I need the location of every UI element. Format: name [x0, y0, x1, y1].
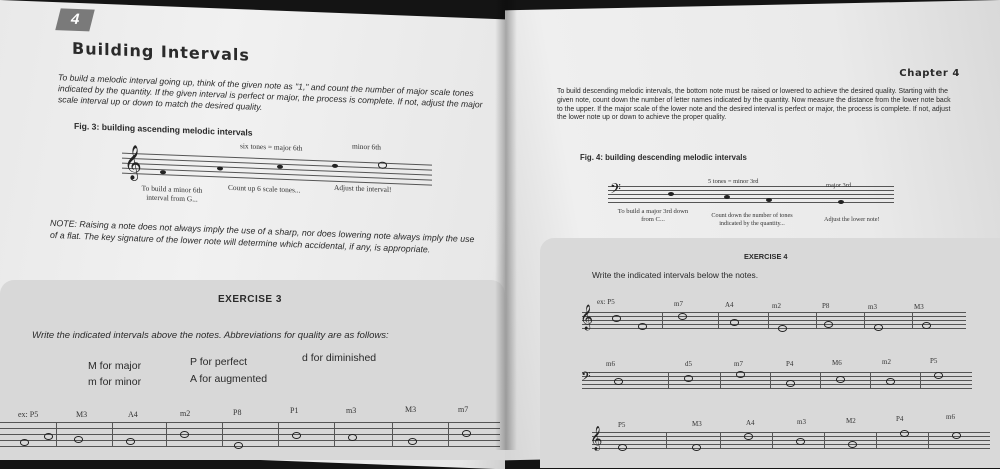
- note-head: [332, 164, 338, 168]
- bar-line: [222, 422, 223, 446]
- note-head: [292, 432, 301, 439]
- fig3-annotation-top: minor 6th: [352, 141, 381, 152]
- fig4-annotation-top: major 3rd: [826, 182, 852, 189]
- exercise-3-staff: [0, 422, 500, 452]
- interval-label: M3: [914, 303, 924, 311]
- chapter-tab: 4: [55, 8, 94, 31]
- bar-line: [392, 422, 393, 446]
- note-head: [234, 442, 243, 449]
- note-head: [614, 378, 623, 385]
- interval-label: M3: [692, 420, 702, 428]
- interval-label: m3: [346, 406, 357, 415]
- bar-line: [334, 422, 335, 446]
- bar-line: [718, 312, 719, 328]
- interval-label: A4: [128, 410, 138, 419]
- exercise-4-staff-row3: [590, 426, 990, 450]
- bar-line: [166, 422, 167, 446]
- interval-label: P1: [290, 406, 299, 415]
- note-head: [277, 165, 283, 169]
- fig3-annotation-top: six tones = major 6th: [240, 141, 303, 153]
- figure-3-label: Fig. 3: building ascending melodic intervals: [74, 120, 253, 138]
- bar-line: [920, 372, 921, 388]
- note-head: [778, 325, 787, 332]
- interval-label: m6: [606, 360, 615, 368]
- note-head: [126, 438, 135, 445]
- note-head: [217, 166, 223, 170]
- note-head: [796, 438, 805, 445]
- treble-clef-icon: 𝄞: [124, 144, 142, 181]
- intro-paragraph: To build a melodic interval going up, think of the given note as "1," and count the number of major scale tones indicated by the quantity. If the given interval is perfect or major, the process is complete. If not, adjust the major scale interval up or down to match the desired quality.: [58, 72, 483, 113]
- note-head: [744, 433, 753, 440]
- note-head: [348, 434, 357, 441]
- interval-label: m7: [734, 360, 743, 368]
- bar-line: [912, 312, 913, 328]
- note-head: [900, 430, 909, 437]
- note-paragraph: NOTE: Raising a note does not always imply the use of a sharp, nor does lowering note always imply the use of a flat. The key signature of the lower note will determine which accidental, if any, is appropriate.: [50, 217, 475, 255]
- figure-4-label: Fig. 4: building descending melodic intervals: [580, 153, 747, 162]
- bass-clef-icon: 𝄢: [610, 181, 621, 201]
- bar-line: [666, 432, 667, 448]
- exercise-3-title: EXERCISE 3: [218, 294, 282, 305]
- fig3-annotation-bottom: Count up 6 scale tones...: [228, 182, 301, 195]
- interval-label: d5: [685, 360, 692, 368]
- interval-label: m2: [772, 302, 781, 310]
- note-head: [668, 192, 674, 196]
- note-head: [836, 376, 845, 383]
- bar-line: [876, 432, 877, 448]
- fig3-annotation-bottom: To build a minor 6th interval from G...: [141, 183, 203, 204]
- bar-line: [278, 422, 279, 446]
- fig4-annotation-bottom: Adjust the lower note!: [824, 216, 880, 223]
- interval-label: P5: [618, 421, 626, 429]
- quality-diminished: d for diminished: [302, 352, 377, 364]
- interval-label: A4: [725, 301, 734, 309]
- note-head: [736, 371, 745, 378]
- bar-line: [112, 422, 113, 446]
- fig4-annotation-bottom: To build a major 3rd down from C...: [617, 208, 689, 223]
- note-head: [786, 380, 795, 387]
- note-head: [678, 313, 687, 320]
- note-head: [886, 378, 895, 385]
- interval-label: P4: [896, 415, 904, 423]
- bar-line: [56, 422, 57, 446]
- exercise-4-title: EXERCISE 4: [744, 252, 788, 261]
- bass-clef-icon: 𝄢: [581, 369, 591, 387]
- note-head: [934, 372, 943, 379]
- quality-minor: m for minor: [88, 376, 142, 388]
- interval-label: M3: [405, 405, 417, 414]
- interval-label: ex: P5: [18, 410, 39, 419]
- interval-label: m6: [946, 413, 955, 421]
- note-head: [730, 319, 739, 326]
- interval-label: M3: [76, 410, 88, 419]
- right-intro-paragraph: To build descending melodic intervals, the bottom note must be raised or lowered to achieve the desired quality. Starting with the given note, count down the number of letter names indicated by the quantity. Now measure the distance from the lower note back to the upper. If the major scale of the lower note and the desired interval is perfect or major, the process is complete. If not, adjust the lower note up or down to achieve the proper quality.: [557, 88, 951, 122]
- bar-line: [448, 422, 449, 446]
- interval-label: m7: [458, 405, 469, 414]
- note-head: [612, 315, 621, 322]
- interval-label: m2: [882, 358, 891, 366]
- bar-line: [928, 432, 929, 448]
- interval-label: P8: [233, 408, 242, 417]
- bar-line: [720, 372, 721, 388]
- bar-line: [668, 372, 669, 388]
- quality-augmented: A for augmented: [190, 373, 268, 385]
- fig4-annotation-top: 5 tones = minor 3rd: [708, 178, 759, 185]
- bar-line: [824, 432, 825, 448]
- section-title: Building Intervals: [72, 38, 250, 65]
- fig4-annotation-bottom: Count down the number of tones indicated by the quantity...: [711, 212, 793, 227]
- interval-label: m2: [180, 409, 191, 418]
- note-head: [724, 195, 730, 199]
- interval-label: M2: [846, 417, 856, 425]
- bar-line: [864, 312, 865, 328]
- note-head: [44, 433, 53, 440]
- interval-label: ex: P5: [597, 298, 615, 306]
- note-head: [838, 200, 844, 204]
- bar-line: [770, 372, 771, 388]
- exercise-4-staff-row2: [581, 369, 972, 394]
- interval-label: P8: [822, 302, 830, 310]
- exercise-4-instructions: Write the indicated intervals below the notes.: [592, 270, 759, 280]
- note-head: [638, 323, 647, 330]
- note-head: [74, 436, 83, 443]
- note-head: [824, 321, 833, 328]
- note-head: [462, 430, 471, 437]
- note-head: [922, 322, 931, 329]
- quality-perfect: P for perfect: [190, 356, 248, 368]
- note-head: [378, 162, 387, 169]
- treble-clef-icon: 𝄞: [580, 305, 594, 330]
- note-head: [684, 375, 693, 382]
- quality-major: M for major: [88, 360, 142, 372]
- note-head: [180, 431, 189, 438]
- treble-clef-icon: 𝄞: [590, 426, 603, 450]
- interval-label: P5: [930, 357, 938, 365]
- interval-label: m3: [868, 303, 877, 311]
- bar-line: [768, 312, 769, 328]
- bar-line: [816, 312, 817, 328]
- bar-line: [820, 372, 821, 388]
- exercise-3-instructions: Write the indicated intervals above the notes. Abbreviations for quality are as follows:: [32, 330, 389, 341]
- interval-label: P4: [786, 360, 794, 368]
- fig3-annotation-bottom: Adjust the interval!: [334, 182, 392, 195]
- interval-label: M6: [832, 359, 842, 367]
- note-head: [766, 198, 772, 202]
- book-gutter: [495, 0, 517, 450]
- note-head: [160, 170, 166, 174]
- bar-line: [772, 432, 773, 448]
- note-head: [874, 324, 883, 331]
- bar-line: [720, 432, 721, 448]
- note-head: [20, 439, 29, 446]
- note-head: [952, 432, 961, 439]
- note-head: [408, 438, 417, 445]
- note-head: [848, 441, 857, 448]
- interval-label: A4: [746, 419, 755, 427]
- interval-label: m3: [797, 418, 806, 426]
- chapter-heading: Chapter 4: [899, 68, 960, 79]
- bar-line: [662, 312, 663, 328]
- interval-label: m7: [674, 300, 683, 308]
- bar-line: [870, 372, 871, 388]
